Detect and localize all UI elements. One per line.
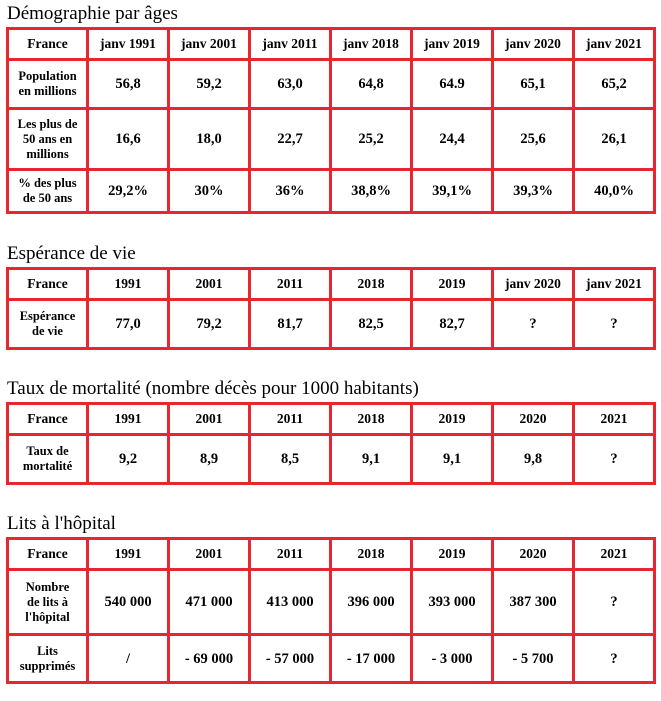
cell-value: 413 000 (251, 571, 329, 633)
data-table (6, 267, 656, 350)
cell-value: ? (494, 301, 572, 347)
section-title: Espérance de vie (7, 243, 136, 264)
cell-value: 25,2 (332, 110, 410, 168)
row-label-line: supprimés (19, 658, 76, 673)
row-label-line: % des plus (18, 176, 77, 190)
header-year: 1991 (89, 540, 167, 568)
cell-value: 38,8% (332, 171, 410, 211)
header-row (9, 30, 653, 58)
table-row (9, 301, 653, 347)
header-year: 2011 (251, 270, 329, 298)
row-label-line: Population (18, 69, 77, 83)
table-row (9, 436, 653, 482)
cell-value: 30% (170, 171, 248, 211)
cell-value: 8,9 (170, 436, 248, 482)
cell-value: / (89, 636, 167, 681)
header-year: janv 2020 (494, 270, 572, 298)
header-year: 2020 (494, 540, 572, 568)
cell-value: ? (575, 571, 653, 633)
header-year: janv 2011 (251, 30, 329, 58)
row-label-line: de vie (32, 324, 63, 338)
cell-value: 59,2 (170, 61, 248, 107)
section-title: Taux de mortalité (nombre décès pour 1000 habitants) (7, 378, 419, 399)
row-label-line: en millions (18, 84, 77, 98)
cell-value: - 69 000 (170, 636, 248, 681)
header-year: 1991 (89, 270, 167, 298)
header-year: janv 2019 (413, 30, 491, 58)
header-country: France (9, 405, 86, 433)
row-label-line: Taux de (26, 444, 69, 458)
section-title: Démographie par âges (7, 3, 178, 24)
section-taux-de-mortalite (6, 378, 656, 485)
cell-value: 81,7 (251, 301, 329, 347)
cell-value: 82,7 (413, 301, 491, 347)
cell-value: - 3 000 (413, 636, 491, 681)
cell-value: ? (575, 636, 653, 681)
cell-value: 22,7 (251, 110, 329, 168)
cell-value: 36% (251, 171, 329, 211)
section-demographie (6, 3, 656, 214)
row-label-line: Espérance (19, 309, 76, 323)
cell-value: 387 300 (494, 571, 572, 633)
cell-value: 56,8 (89, 61, 167, 107)
cell-value: 18,0 (170, 110, 248, 168)
cell-value: 39,3% (494, 171, 572, 211)
header-year: 2019 (413, 270, 491, 298)
table-row (9, 636, 653, 681)
row-label-line: mortalité (22, 459, 73, 473)
cell-value: 26,1 (575, 110, 653, 168)
cell-value: 82,5 (332, 301, 410, 347)
cell-value: 9,8 (494, 436, 572, 482)
cell-value: - 17 000 (332, 636, 410, 681)
header-year: 2001 (170, 540, 248, 568)
header-country: France (9, 30, 86, 58)
row-label-line: de 50 ans (22, 191, 73, 205)
header-country: France (9, 540, 86, 568)
cell-value: 63,0 (251, 61, 329, 107)
header-year: 2018 (332, 540, 410, 568)
cell-value: 79,2 (170, 301, 248, 347)
section-title: Lits à l'hôpital (7, 513, 116, 534)
header-year: janv 2018 (332, 30, 410, 58)
header-year: 2011 (251, 540, 329, 568)
header-year: janv 1991 (89, 30, 167, 58)
cell-value: 29,2% (89, 171, 167, 211)
table-row (9, 571, 653, 633)
cell-value: 65,1 (494, 61, 572, 107)
cell-value: 77,0 (89, 301, 167, 347)
header-year: 1991 (89, 405, 167, 433)
header-row (9, 270, 653, 298)
data-table (6, 402, 656, 485)
header-year: janv 2021 (575, 30, 653, 58)
header-year: janv 2020 (494, 30, 572, 58)
row-label-line: de lits à (27, 594, 68, 609)
header-year: 2019 (413, 540, 491, 568)
header-year: 2001 (170, 270, 248, 298)
header-row (9, 405, 653, 433)
header-country: France (9, 270, 86, 298)
cell-value: 65,2 (575, 61, 653, 107)
header-year: 2021 (575, 405, 653, 433)
header-year: 2019 (413, 405, 491, 433)
cell-value: 24,4 (413, 110, 491, 168)
cell-value: 16,6 (89, 110, 167, 168)
header-year: janv 2001 (170, 30, 248, 58)
row-label (9, 171, 86, 211)
header-year: 2018 (332, 270, 410, 298)
cell-value: 39,1% (413, 171, 491, 211)
header-year: 2011 (251, 405, 329, 433)
header-row (9, 540, 653, 568)
cell-value: 64,8 (332, 61, 410, 107)
data-table (6, 537, 656, 684)
table-row (9, 110, 653, 168)
row-label-line: 50 ans en (22, 131, 73, 146)
section-esperance-de-vie (6, 243, 656, 350)
header-year: 2001 (170, 405, 248, 433)
row-label-line: Lits (37, 643, 58, 658)
row-label (9, 571, 86, 633)
header-year: janv 2021 (575, 270, 653, 298)
cell-value: 8,5 (251, 436, 329, 482)
header-year: 2021 (575, 540, 653, 568)
cell-value: - 5 700 (494, 636, 572, 681)
cell-value: 9,2 (89, 436, 167, 482)
row-label (9, 110, 86, 168)
cell-value: ? (575, 301, 653, 347)
row-label-line: Les plus de (17, 116, 78, 131)
cell-value: 540 000 (89, 571, 167, 633)
cell-value: - 57 000 (251, 636, 329, 681)
row-label (9, 636, 86, 681)
row-label (9, 301, 86, 347)
cell-value: 393 000 (413, 571, 491, 633)
row-label-line: Nombre (25, 579, 70, 594)
cell-value: 471 000 (170, 571, 248, 633)
cell-value: 25,6 (494, 110, 572, 168)
section-lits-hopital (6, 513, 656, 684)
data-table (6, 27, 656, 214)
row-label-line: l'hôpital (25, 609, 70, 624)
cell-value: 40,0% (575, 171, 653, 211)
cell-value: 9,1 (413, 436, 491, 482)
row-label-line: millions (26, 146, 69, 161)
cell-value: 396 000 (332, 571, 410, 633)
header-year: 2018 (332, 405, 410, 433)
table-row (9, 171, 653, 211)
row-label (9, 436, 86, 482)
header-year: 2020 (494, 405, 572, 433)
cell-value: 9,1 (332, 436, 410, 482)
cell-value: 64.9 (413, 61, 491, 107)
row-label (9, 61, 86, 107)
table-row (9, 61, 653, 107)
cell-value: ? (575, 436, 653, 482)
